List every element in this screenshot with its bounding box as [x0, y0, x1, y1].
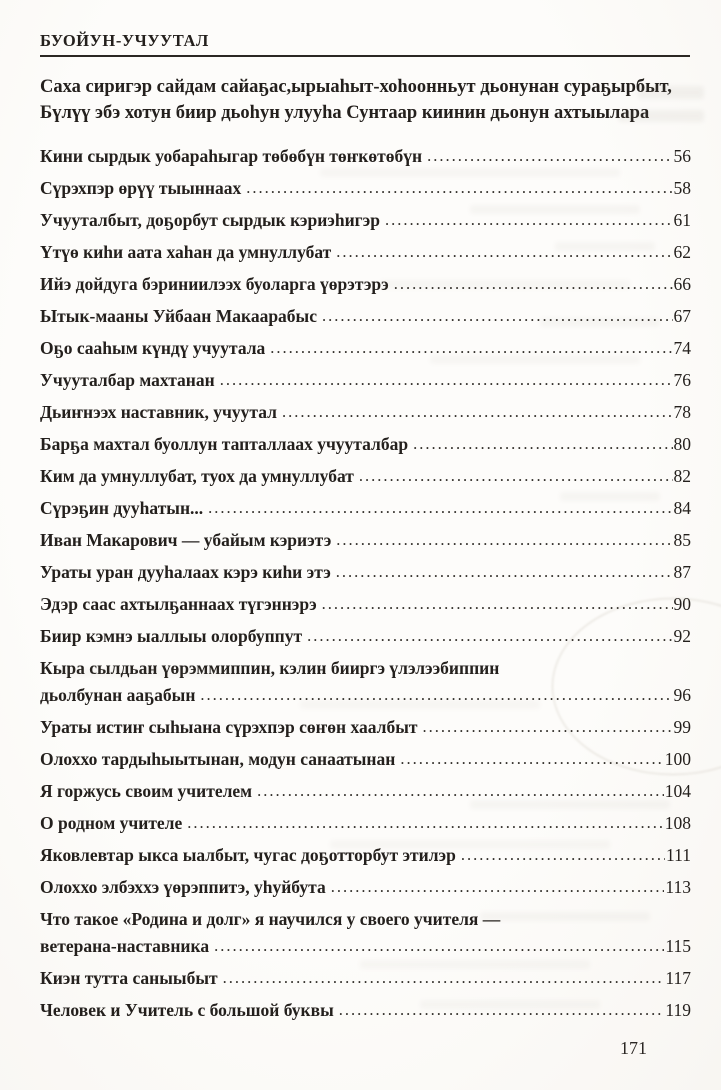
header-rule	[40, 55, 690, 57]
running-head: БУОЙУН-УЧУУТАЛ	[40, 31, 209, 50]
toc-entry	[40, 781, 691, 802]
toc-entry-title: Ураты истиҥ сыһыана сүрэхпэр сөҥөн хаалбыт	[40, 717, 418, 737]
dot-leader	[359, 466, 673, 486]
toc-entry-page: 76	[673, 370, 691, 390]
toc-entry-title: Үтүө киһи аата хаһан да умнуллубат	[40, 242, 332, 262]
toc-entry-row	[40, 434, 691, 455]
toc-entry-row	[40, 813, 691, 834]
toc-entry-title: Эдэр саас ахтылҕаннаах түгэннэрэ	[40, 594, 317, 614]
toc-entry-row	[40, 402, 691, 423]
toc-entry-page: 56	[673, 146, 691, 166]
toc-entry	[40, 210, 691, 231]
dot-leader	[322, 306, 673, 326]
toc-entry-title: Сүрэҕин дууһатын...	[40, 498, 204, 518]
toc-entry-page: 90	[673, 594, 691, 614]
toc-entry-page: 80	[673, 434, 691, 454]
toc-entry-page: 96	[673, 685, 691, 705]
toc-entry-row	[40, 717, 691, 738]
toc-entry-row	[40, 498, 691, 519]
dot-leader	[208, 498, 672, 518]
toc-entry	[40, 909, 691, 957]
toc-entry-title: Иван Макарович — убайым кэриэтэ	[40, 530, 332, 550]
toc-entry	[40, 749, 691, 770]
toc-entry-page: 100	[664, 749, 691, 769]
toc-entry-title: Олоххо тардыһыытынан, модун санаатынан	[40, 749, 396, 769]
toc-entry-title: Человек и Учитель с большой буквы	[40, 1000, 334, 1020]
toc-entry-page: 113	[665, 877, 691, 897]
dot-leader	[257, 781, 664, 801]
dot-leader	[331, 877, 665, 897]
toc-entry-page: 61	[673, 210, 691, 230]
toc-entry-row	[40, 530, 691, 551]
toc-entry-page: 115	[665, 936, 691, 956]
page-header	[40, 31, 690, 57]
dot-leader	[307, 626, 672, 646]
toc-entry-row	[40, 685, 691, 706]
dot-leader	[336, 562, 673, 582]
dot-leader	[214, 936, 664, 956]
toc-entry	[40, 146, 691, 167]
toc-entry-page: 99	[673, 717, 691, 737]
toc-entry-title: Оҕо сааһым күндү учуутала	[40, 338, 266, 358]
toc-entry-row	[40, 242, 691, 263]
toc-entry	[40, 877, 691, 898]
toc-entry-title: О родном учителе	[40, 813, 183, 833]
toc-entry	[40, 338, 691, 359]
toc-entry	[40, 242, 691, 263]
page-number: 171	[620, 1038, 647, 1058]
toc-entry-page: 92	[673, 626, 691, 646]
toc-entry-title: Дьиҥнээх наставник, учуутал	[40, 402, 277, 422]
toc-entry-title: Кини сырдык уобараһыгар төбөбүн төҥкөтөбүн	[40, 146, 423, 166]
toc-entry-page: 58	[673, 178, 691, 198]
toc-entry-row	[40, 749, 691, 770]
dot-leader	[385, 210, 673, 230]
toc-entry-row	[40, 370, 691, 391]
toc-entry-title: Ураты уран дууһалаах кэрэ киһи этэ	[40, 562, 331, 582]
toc-entry-page: 78	[673, 402, 691, 422]
toc-entry-row	[40, 877, 691, 898]
toc-entry-row	[40, 306, 691, 327]
dot-leader	[422, 717, 672, 737]
toc-entry-page: 67	[673, 306, 691, 326]
toc-entry-title: Ытык-мааны Уйбаан Макаарабыс	[40, 306, 317, 326]
toc-entry-row	[40, 781, 691, 802]
toc-entry-row	[40, 210, 691, 231]
toc-entry-page: 104	[664, 781, 691, 801]
toc-entry	[40, 434, 691, 455]
toc-entry-title: Киэн тутта саныыбыт	[40, 968, 218, 988]
toc-entry-title: Сүрэхпэр өрүү тыыннаах	[40, 178, 242, 198]
toc-entry-row	[40, 178, 691, 199]
toc-entry	[40, 845, 691, 866]
toc-entry-page: 66	[673, 274, 691, 294]
toc-entry-title: Барҕа махтал буоллун тапталлаах учууталбар	[40, 434, 409, 454]
toc-entry-title-line: Что такое «Родина и долг» я научился у своего учителя —	[40, 909, 501, 929]
dot-leader	[461, 845, 665, 865]
toc-entry	[40, 813, 691, 834]
toc-entry-row	[40, 594, 691, 615]
dot-leader	[400, 749, 663, 769]
toc-entry-row	[40, 466, 691, 487]
toc-list	[40, 146, 691, 1032]
toc-entry	[40, 717, 691, 738]
toc-entry-page: 84	[673, 498, 691, 518]
toc-entry-title: дьолбунан ааҕабын	[40, 685, 196, 705]
dot-leader	[427, 146, 672, 166]
dot-leader	[322, 594, 673, 614]
toc-entry-page: 119	[665, 1000, 691, 1020]
dot-leader	[336, 242, 672, 262]
toc-entry-title: Олоххо элбэххэ үөрэппитэ, уһуйбута	[40, 877, 326, 897]
toc-entry-row	[40, 968, 691, 989]
section-intro	[40, 74, 690, 126]
toc-entry-page: 82	[673, 466, 691, 486]
toc-entry	[40, 530, 691, 551]
toc-entry-row	[40, 146, 691, 167]
dot-leader	[246, 178, 672, 198]
section-intro-line2: Бүлүү эбэ хотун биир дьоһун улууһа Сунтаар киинин дьонун ахтыылара	[40, 103, 650, 123]
toc-entry-title: Учууталбыт, доҕорбут сырдык кэриэһигэр	[40, 210, 380, 230]
dot-leader	[336, 530, 672, 550]
toc-entry	[40, 178, 691, 199]
dot-leader	[220, 370, 673, 390]
toc-entry-page: 111	[666, 845, 691, 865]
toc-entry-title: Яковлевтар ыкса ыалбыт, чугас доҕотторбут этилэр	[40, 845, 456, 865]
dot-leader	[394, 274, 673, 294]
toc-entry-page: 117	[665, 968, 691, 988]
toc-entry	[40, 968, 691, 989]
toc-entry-title-line: Кыра сылдьан үөрэммиппин, кэлин бииргэ үлэлээбиппин	[40, 658, 500, 678]
toc-entry-row	[40, 338, 691, 359]
section-intro-line1: Саха сиригэр сайдам сайаҕас,ырыаһыт-хоһоонньут дьонунан сураҕырбыт,	[40, 77, 672, 97]
dot-leader	[282, 402, 673, 422]
toc-entry-page: 108	[664, 813, 691, 833]
toc-entry-page: 74	[673, 338, 691, 358]
toc-entry	[40, 306, 691, 327]
toc-entry	[40, 1000, 691, 1021]
toc-entry-page: 85	[673, 530, 691, 550]
dot-leader	[270, 338, 672, 358]
toc-entry-title: Ийэ дойдуга бэриниилээх буоларга үөрэтэрэ	[40, 274, 389, 294]
toc-entry-row	[40, 274, 691, 295]
toc-entry-row	[40, 562, 691, 583]
toc-entry-row	[40, 936, 691, 957]
dot-leader	[200, 685, 672, 705]
toc-entry-title: ветерана-наставника	[40, 936, 210, 956]
toc-entry-title: Я горжусь своим учителем	[40, 781, 253, 801]
dot-leader	[413, 434, 672, 454]
toc-entry	[40, 498, 691, 519]
toc-entry	[40, 274, 691, 295]
toc-entry-title: Ким да умнуллубат, туох да умнуллубат	[40, 466, 354, 486]
toc-entry	[40, 562, 691, 583]
toc-entry	[40, 594, 691, 615]
dot-leader	[339, 1000, 665, 1020]
toc-entry	[40, 466, 691, 487]
toc-entry-title: Учууталбар махтанан	[40, 370, 215, 390]
toc-entry-row	[40, 626, 691, 647]
toc-entry	[40, 402, 691, 423]
toc-entry	[40, 626, 691, 647]
toc-entry-title: Биир кэмнэ ыаллыы олорбуппут	[40, 626, 303, 646]
toc-entry	[40, 658, 691, 706]
toc-entry-row	[40, 845, 691, 866]
toc-entry	[40, 370, 691, 391]
dot-leader	[223, 968, 665, 988]
toc-entry-page: 87	[673, 562, 691, 582]
dot-leader	[187, 813, 663, 833]
toc-entry-page: 62	[673, 242, 691, 262]
toc-entry-row	[40, 1000, 691, 1021]
